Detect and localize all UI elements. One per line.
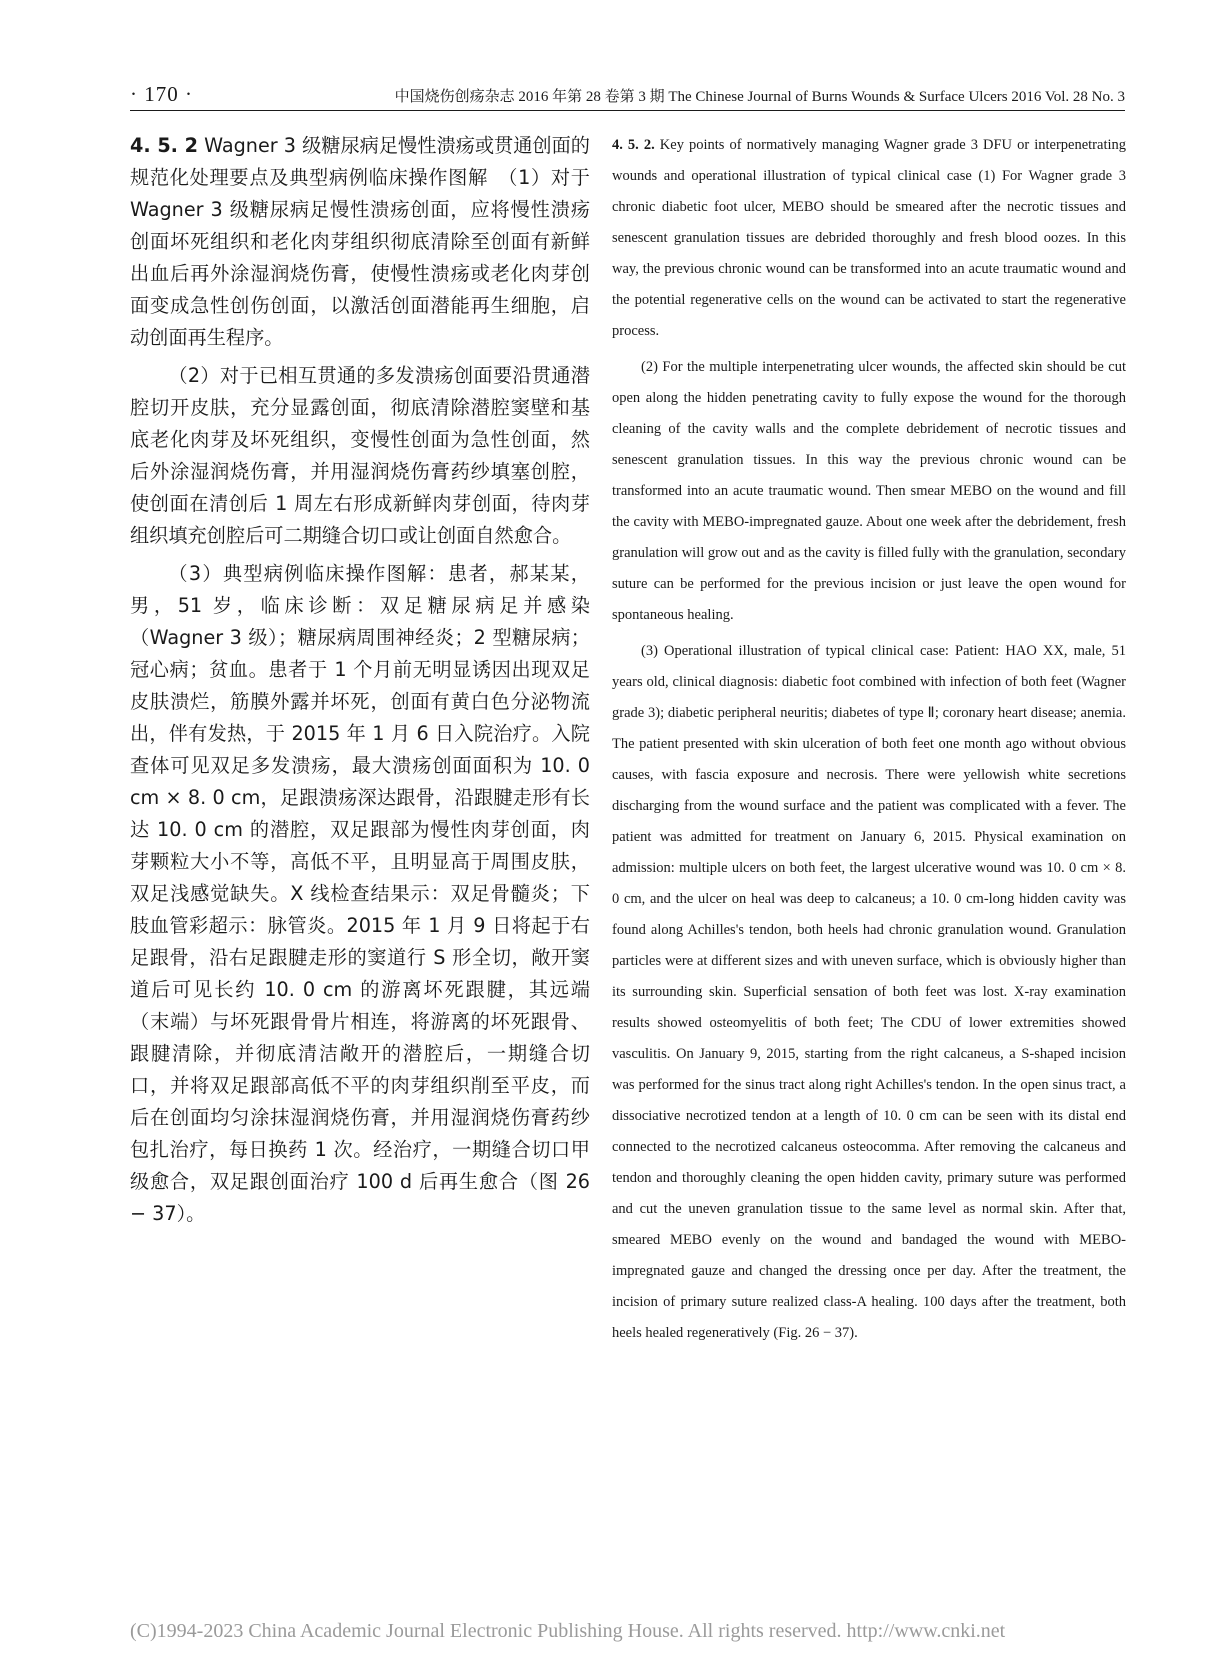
copyright-footer: (C)1994-2023 China Academic Journal Electronic Publishing House. All rights reserved. http://www.cnki.net xyxy=(130,1620,1006,1642)
chinese-column xyxy=(130,130,590,1236)
journal-citation: 中国烧伤创疡杂志 2016 年第 28 卷第 3 期 The Chinese Journal of Burns Wounds & Surface Ulcers 2016 Vol. 28 No. 3 xyxy=(394,89,1125,105)
english-paragraph-1 xyxy=(612,130,1126,347)
english-paragraph-2: (2) For the multiple interpenetrating ulcer wounds, the affected skin should be cut open along the hidden penetrating cavity to fully expose the wound for the thorough cleaning of the cavity walls and the complete debridement of necrotic tissues and senescent granulation tissues. In this way the previous chronic wound can be transformed into an acute traumatic wound. Then smear MEBO on the wound and fill the cavity with MEBO-impregnated gauze. About one week after the debridement, fresh granulation will grow out and as the cavity is filled fully with the granulation, secondary suture can be performed for the previous incision or just leave the open wound for spontaneous healing. xyxy=(612,359,1126,623)
chinese-paragraph-2: （2）对于已相互贯通的多发溃疡创面要沿贯通潜腔切开皮肤，充分显露创面，彻底清除潜腔窦壁和基底老化肉芽及坏死组织，变慢性创面为急性创面，然后外涂湿润烧伤膏，并用湿润烧伤膏药纱填塞创腔，使创面在清创后 1 周左右形成新鲜肉芽创面，待肉芽组织填充创腔后可二期缝合切口或让创面自然愈合。 xyxy=(130,364,590,547)
english-paragraph-3: (3) Operational illustration of typical clinical case: Patient: HAO XX, male, 51 years old, clinical diagnosis: diabetic foot combined with infection of both feet (Wagner grade 3); diabetic peripheral neuritis; diabetes of type Ⅱ; coronary heart disease; anemia. The patient presented with skin ulceration of both feet one month ago without obvious causes, with fascia exposure and necrosis. There were yellowish white secretions discharging from the wound surface and the patient was complicated with a fever. The patient was admitted for treatment on January 6, 2015. Physical examination on admission: multiple ulcers on both feet, the largest ulcerative wound was 10. 0 cm × 8. 0 cm, and the ulcer on heal was deep to calcaneus; a 10. 0 cm-long hidden cavity was found along Achilles's tendon, both heels had chronic granulation wound. Granulation particles were at different sizes and with uneven surface, which is obviously higher than its surrounding skin. Superficial sensation of both feet was lost. X-ray examination results showed osteomyelitis of both feet; The CDU of lower extremities showed vasculitis. On January 9, 2015, starting from the right calcaneus, a S-shaped incision was performed for the sinus tract along right Achilles's tendon. In the open sinus tract, a dissociative necrotized tendon at a length of 10. 0 cm can be seen with its distal end connected to the necrotized calcaneus osteocomma. After removing the calcaneus and tendon and thoroughly cleaning the open hidden cavity, primary suture was performed and cut the uneven granulation tissue to the same level as normal skin. After that, smeared MEBO evenly on the wound and bandaged the wound with MEBO-impregnated gauze and changed the dressing once per day. After the treatment, the incision of primary suture realized class-A healing. 100 days after the treatment, both heels healed regeneratively (Fig. 26 − 37). xyxy=(612,643,1126,1341)
page-number: · 170 · xyxy=(130,82,193,106)
english-paragraph-1-text: Key points of normatively managing Wagner grade 3 DFU or interpenetrating wounds and operational illustration of typical clinical case (1) For Wagner grade 3 chronic diabetic foot ulcer, MEBO should be smeared after the necrotic tissues and senescent granulation tissues are debrided thoroughly and fresh blood oozes. In this way, the previous chronic wound can be transformed into an acute traumatic wound and the potential regenerative cells on the wound can be activated to start the regenerative process. xyxy=(612,137,1126,339)
header-rule xyxy=(130,110,1125,111)
english-column xyxy=(612,130,1126,1354)
section-number: 4. 5. 2 xyxy=(130,134,199,157)
chinese-paragraph-1-text: Wagner 3 级糖尿病足慢性溃疡或贯通创面的规范化处理要点及典型病例临床操作图解 （1）对于 Wagner 3 级糖尿病足慢性溃疡创面，应将慢性溃疡创面坏死组织和老化肉芽组织彻底清除至创面有新鲜出血后再外涂湿润烧伤膏，使慢性溃疡或老化肉芽创面变成急性创伤创面，以激活创面潜能再生细胞，启动创面再生程序。 xyxy=(130,134,590,349)
chinese-paragraph-1 xyxy=(130,130,590,354)
chinese-paragraph-3: （3）典型病例临床操作图解：患者，郝某某，男，51 岁，临床诊断：双足糖尿病足并感染（Wagner 3 级）；糖尿病周围神经炎；2 型糖尿病；冠心病；贫血。患者于 1 个月前无明显诱因出现双足皮肤溃烂，筋膜外露并坏死，创面有黄白色分泌物流出，伴有发热，于 2015 年 1 月 6 日入院治疗。入院查体可见双足多发溃疡，最大溃疡创面面积为 10. 0 cm × 8. 0 cm，足跟溃疡深达跟骨，沿跟腱走形有长达 10. 0 cm 的潜腔，双足跟部为慢性肉芽创面，肉芽颗粒大小不等，高低不平，且明显高于周围皮肤，双足浅感觉缺失。X 线检查结果示：双足骨髓炎；下肢血管彩超示：脉管炎。2015 年 1 月 9 日将起于右足跟骨，沿右足跟腱走形的窦道行 S 形全切，敞开窦道后可见长约 10. 0 cm 的游离坏死跟腱，其远端（末端）与坏死跟骨骨片相连，将游离的坏死跟骨、跟腱清除，并彻底清洁敞开的潜腔后，一期缝合切口，并将双足跟部高低不平的肉芽组织削至平皮，而后在创面均匀涂抹湿润烧伤膏，并用湿润烧伤膏药纱包扎治疗，每日换药 1 次。经治疗，一期缝合切口甲级愈合，双足跟创面治疗 100 d 后再生愈合（图 26 − 37）。 xyxy=(130,562,590,1225)
section-number-en: 4. 5. 2. xyxy=(612,137,655,153)
running-header xyxy=(130,82,1125,108)
